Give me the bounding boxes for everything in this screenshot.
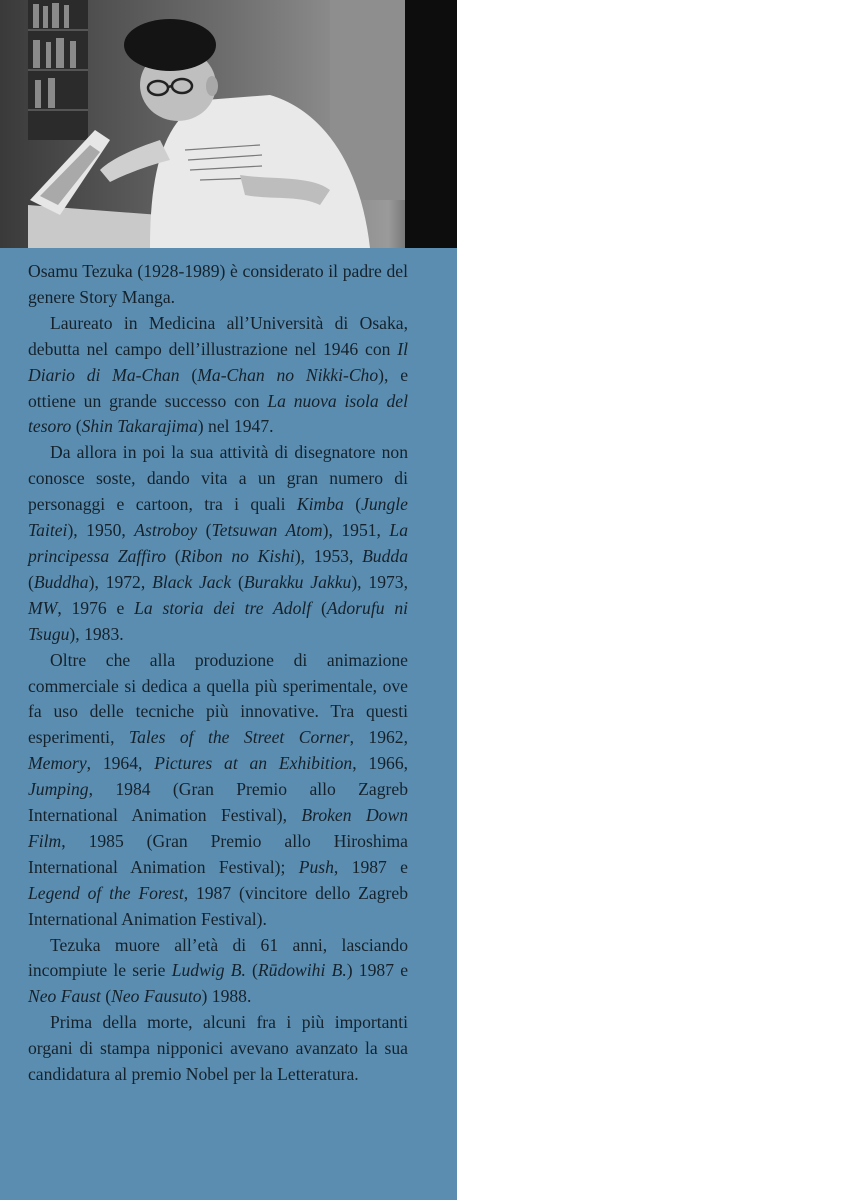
text-run: ( (245, 960, 258, 981)
bio-paragraph (28, 259, 408, 311)
bio-paragraph (28, 311, 408, 441)
text-run: , 1962, (349, 727, 408, 748)
text-run: Da allora in poi la sua attività di disegnatore non conosce soste, dando vita a un gran numero di personaggi e cartoon, tra i quali (28, 442, 408, 515)
text-run: ), e ottiene un grande successo con (28, 364, 408, 411)
text-run: ) 1987 e (346, 960, 409, 981)
text-run: , 1985 (Gran Premio allo Hiroshima International Animation Festival); (28, 830, 408, 877)
text-run: , 1984 (Gran Premio allo Zagreb International Animation Festival), (28, 779, 408, 826)
italic-title: La nuova isola del tesoro (28, 390, 409, 437)
text-run: ), 1951, (322, 520, 390, 541)
text-run: , 1987 (vincitore dello Zagreb International Animation Festival). (28, 882, 408, 929)
text-run: ( (343, 494, 362, 515)
italic-title: La principessa Zaffiro (28, 520, 409, 566)
text-run: Tezuka muore all’età di 61 anni, lasciando incompiute le serie (28, 934, 408, 981)
italic-title: Jungle Taitei (28, 494, 408, 541)
author-biography (28, 259, 408, 1088)
italic-title: Kimba (296, 494, 344, 515)
text-run: , 1964, (86, 753, 155, 774)
bio-paragraph (28, 933, 408, 1011)
text-run: ), 1953, (294, 545, 363, 566)
italic-title: Pictures at an Exhibition (154, 753, 353, 774)
text-run: ), 1950, (67, 520, 135, 541)
italic-title: Push (298, 856, 334, 877)
italic-title: Memory (28, 753, 87, 774)
text-run: ) 1988. (201, 986, 252, 1007)
text-run: , 1987 e (333, 856, 408, 877)
text-run: ( (197, 520, 212, 541)
text-run: ), 1972, (88, 571, 153, 592)
text-run: ( (71, 416, 82, 437)
text-run: ) nel 1947. (197, 416, 274, 437)
italic-title: Budda (362, 545, 408, 566)
text-run: ( (28, 571, 34, 592)
text-run: Laureato in Medicina all’Università di Osaka, debutta nel campo dell’illustrazione nel 1946 con (28, 312, 408, 359)
bio-paragraph (28, 1010, 408, 1088)
italic-title: La storia dei tre Adolf (134, 597, 312, 618)
italic-title: Broken Down Film (28, 805, 408, 851)
text-run: ( (179, 364, 198, 385)
text-run: ), 1973, (351, 571, 408, 592)
italic-title: Neo Fausuto (111, 986, 202, 1007)
italic-title: Buddha (33, 571, 89, 592)
italic-title: Rūdowihi B. (257, 960, 347, 981)
italic-title: Ribon no Kishi (180, 545, 295, 566)
italic-title: Ludwig B. (171, 960, 246, 981)
italic-title: Jumping (28, 779, 89, 800)
italic-title: Tetsuwan Atom (211, 520, 323, 541)
italic-title: MW (28, 597, 58, 618)
text-run: Osamu Tezuka (1928-1989) è considerato il padre del genere Story Manga. (28, 261, 408, 307)
text-run: ( (166, 545, 181, 566)
author-photo (0, 0, 457, 248)
italic-title: Adorufu ni Tsugu (28, 597, 408, 644)
italic-title: Legend of the Forest (28, 882, 184, 903)
bio-paragraph (28, 648, 408, 933)
text-run: , 1976 e (57, 597, 135, 618)
italic-title: Neo Faust (28, 986, 101, 1007)
italic-title: Il Diario di Ma-Chan (28, 338, 408, 385)
italic-title: Astroboy (134, 520, 198, 541)
bio-paragraph (28, 440, 408, 647)
author-photo-illustration (0, 0, 457, 248)
text-run: ), 1983. (69, 623, 124, 644)
text-run: ( (311, 597, 327, 618)
text-run: , 1966, (352, 753, 409, 774)
italic-title: Black Jack (152, 571, 232, 592)
italic-title: Burakku Jakku (243, 571, 352, 592)
italic-title: Shin Takarajima (81, 416, 198, 437)
text-run: Prima della morte, alcuni fra i più importanti organi di stampa nipponici avevano avanzato la sua candidatura al premio Nobel per la Letteratura. (28, 1012, 408, 1085)
text-run: Oltre che alla produzione di animazione commerciale si dedica a quella più sperimentale, ove fa uso delle tecniche più innovative. Tra questi esperimenti, (28, 649, 408, 748)
text-run: ( (231, 571, 244, 592)
italic-title: Tales of the Street Corner (128, 727, 350, 748)
italic-title: Ma-Chan no Nikki-Cho (197, 364, 379, 385)
text-run: ( (100, 986, 112, 1007)
